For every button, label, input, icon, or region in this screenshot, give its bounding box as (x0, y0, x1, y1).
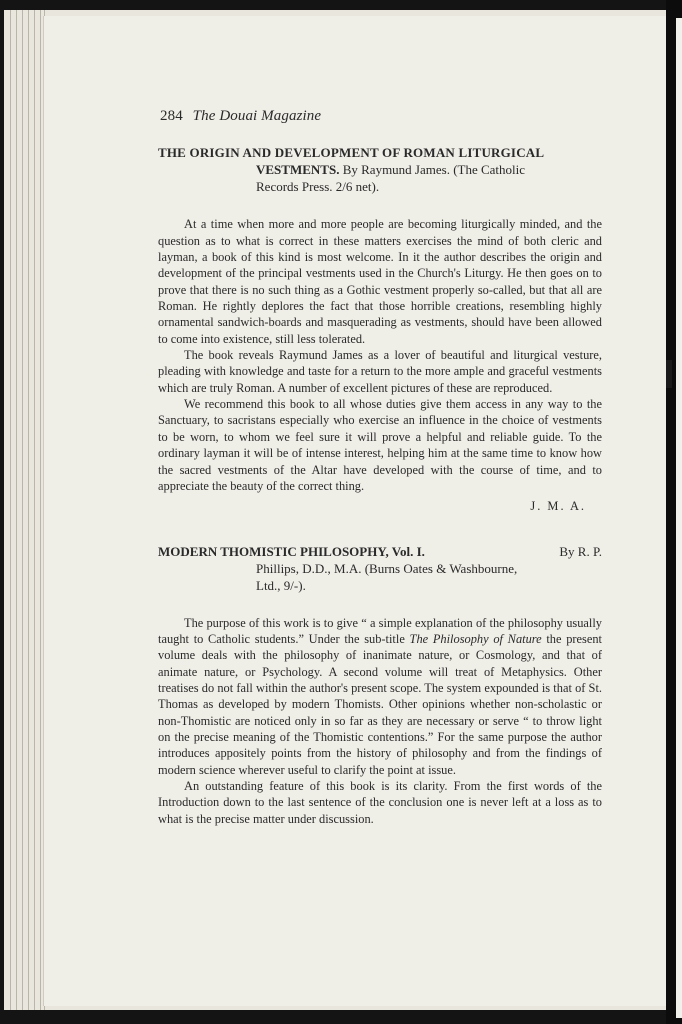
page-number: 284 (160, 108, 183, 124)
review-title-line1: THE ORIGIN AND DEVELOPMENT OF ROMAN LITURGICAL (158, 145, 545, 161)
review-heading (158, 543, 602, 594)
paragraph-text: The purpose of this work is to give “ a simple explanation of the philosophy usually taught to Catholic students.” Under the sub-title (158, 615, 602, 646)
subtitle-italic: The Philosophy of Nature (409, 631, 542, 646)
binding-edge (666, 0, 682, 1024)
review-title: MODERN THOMISTIC PHILOSOPHY, Vol. I. (158, 543, 425, 559)
review-publisher-open: (The Catholic (453, 162, 526, 178)
review-thomistic-philosophy (158, 543, 602, 827)
paragraph-text: the present volume deals with the philosophy of inanimate nature, or Cosmology, and that of animate nature, or Psychology. A second volume will treat of Metaphysics. Other treatises do not fall within the author's present scope. The system expounded is that of St. Thomas as developed by modern Thomists. Other opinions whether non-scholastic or non-Thomistic are noticed only in so far as they are necessary or serve “ to throw light on the precise meaning of the Thomistic contentions.” For the same purpose the author introduces appositely points from the history of philosophy and from the findings of modern science wherever useful to clarify the point at issue. (158, 631, 602, 777)
review-paragraph: The book reveals Raymund James as a lover of beautiful and liturgical vesture, pleading with knowledge and taste for a return to the more ample and graceful vestments which are truly Roman. A number of excellent pictures of these are reproduced. (158, 348, 602, 395)
running-head (160, 108, 602, 124)
review-biblio-line1: Phillips, D.D., M.A. (Burns Oates & Washbourne, (256, 560, 518, 576)
journal-title: The Douai Magazine (192, 108, 322, 124)
review-paragraph (158, 615, 602, 778)
review-price: 2/6 net). (335, 179, 380, 195)
review-title-line2: VESTMENTS. (256, 162, 340, 178)
review-vestments (158, 144, 602, 514)
review-paragraph: At a time when more and more people are becoming liturgically minded, and the question as to what is correct in these matters exercises the mind of both cleric and layman, a book of this kind is most welcome. In it the author describes the origin and development of the principal vestments used in the Church's Liturgy. He then goes on to prove that there is no such thing as a Gothic vestment properly so-called, but that all are Roman. He rightly deplores the fact that those horrible creations, resembling highly ornamental sandwich-boards and masquerading as vestments, should have been allowed to come into existence, still less tolerated. (158, 217, 602, 346)
page-text (158, 100, 602, 827)
review-byline: By Raymund James. (342, 162, 450, 178)
review-biblio-line2: Ltd., 9/-). (256, 577, 306, 593)
review-body (158, 615, 602, 827)
review-body (158, 216, 602, 494)
review-heading (158, 144, 602, 195)
page-tab-mark (666, 360, 672, 388)
reviewer-initials: J. M. A. (530, 499, 586, 514)
review-publisher-close: Records Press. (256, 179, 333, 195)
review-paragraph: We recommend this book to all whose duties give them access in any way to the Sanctuary, to sacristans especially who exercise an influence in the choice of vestments to be worn, to whom we feel sure it will prove a helpful and reliable guide. To the ordinary layman it will be of intense interest, helping him at the same time to know how the sacred vestments of the Altar have developed with the course of time, and to appreciate the beauty of the correct thing. (158, 397, 602, 493)
review-paragraph: An outstanding feature of this book is its clarity. From the first words of the Introduction down to the last sentence of the conclusion one is never left at a loss as to what is the precise matter under discussion. (158, 778, 602, 826)
review-byline: By R. P. (559, 543, 602, 559)
